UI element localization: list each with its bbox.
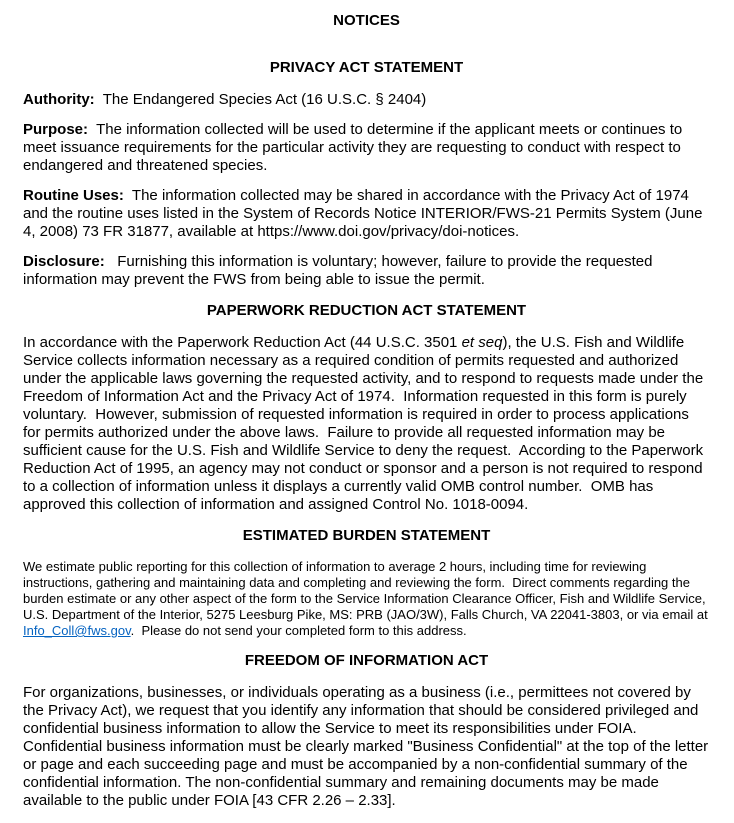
paragraph [23, 187, 710, 241]
paragraph [23, 684, 710, 810]
text-run: The Endangered Species Act (16 U.S.C. § 2404) [94, 91, 427, 108]
text-run: The information collected may be shared in accordance with the Privacy Act of 1974 and the routine uses listed in the System of Records Notice INTERIOR/FWS-21 Permits System (June 4, 2008) 73 FR 31877, available at https://www.doi.gov/privacy/doi-notices. [23, 187, 703, 240]
paragraph-label: Disclosure: [23, 253, 105, 270]
text-run: We estimate public reporting for this collection of information to average 2 hours, including time for reviewing instructions, gathering and maintaining data and completing and reviewing the form. Direct comments regarding the burden estimate or any other aspect of the form to the Service Information Clearance Officer, Fish and Wildlife Service, U.S. Department of the Interior, 5275 Leesburg Pike, MS: PRB (JAO/3W), Falls Church, VA 22041-3803, or via email at [23, 559, 708, 622]
text-run: ), the U.S. Fish and Wildlife Service collects information necessary as a required condition of permits requested and authorized under the applicable laws governing the requested activity, and to respond to requests made under the Freedom of Information Act and the Privacy Act of 1974. Information requested in this form is purely voluntary. However, submission of requested information is required in order to process applications for permits authorized under the above laws. Failure to provide all requested information may be sufficient cause for the U.S. Fish and Wildlife Service to deny the request. According to the Paperwork Reduction Act of 1995, an agency may not conduct or sponsor and a person is not required to respond to a collection of information unless it displays a currently valid OMB control number. OMB has approved this collection of information and assigned Control No. 1018-0094. [23, 334, 704, 513]
paragraph-label: Authority: [23, 91, 95, 108]
text-run: . Please do not send your completed form to this address. [130, 623, 467, 638]
paragraph-label: Routine Uses: [23, 187, 124, 204]
section-heading-freedom-of-information-act: FREEDOM OF INFORMATION ACT [244, 652, 489, 669]
paragraph [23, 91, 710, 109]
text-run: et seq [461, 334, 503, 351]
text-run: Furnishing this information is voluntary; however, failure to provide the requested information may prevent the FWS from being able to issue the permit. [23, 253, 653, 288]
text-run: The information collected will be used to determine if the applicant meets or continues to meet issuance requirements for the particular activity they are requesting to conduct with respect to endangered and threatened species. [23, 121, 683, 174]
page-title: NOTICES [333, 12, 400, 29]
text-run: In accordance with the Paperwork Reduction Act (44 U.S.C. 3501 [23, 334, 462, 351]
paragraph [23, 559, 710, 639]
paragraph [23, 334, 710, 514]
section-heading-paperwork-reduction-act-statement: PAPERWORK REDUCTION ACT STATEMENT [206, 302, 527, 319]
paragraph [23, 253, 710, 289]
paragraph [23, 121, 710, 175]
paragraph-label: Purpose: [23, 121, 89, 138]
sections [23, 58, 710, 810]
email-link[interactable]: Info_Coll@fws.gov [23, 623, 131, 638]
section-heading-privacy-act-statement: PRIVACY ACT STATEMENT [269, 59, 464, 76]
section-heading-estimated-burden-statement: ESTIMATED BURDEN STATEMENT [242, 527, 491, 544]
text-run: For organizations, businesses, or individuals operating as a business (i.e., permittees not covered by the Privacy Act), we request that you identify any information that should be considered privileged and confidential business information to allow the Service to meet its responsibilities under FOIA. Confidential business information must be clearly marked "Business Confidential" at the top of the letter or page and each succeeding page and must be accompanied by a non-confidential summary of the confidential information. The non-confidential summary and remaining documents may be made available to the public under FOIA [43 CFR 2.26 – 2.33]. [23, 684, 709, 809]
